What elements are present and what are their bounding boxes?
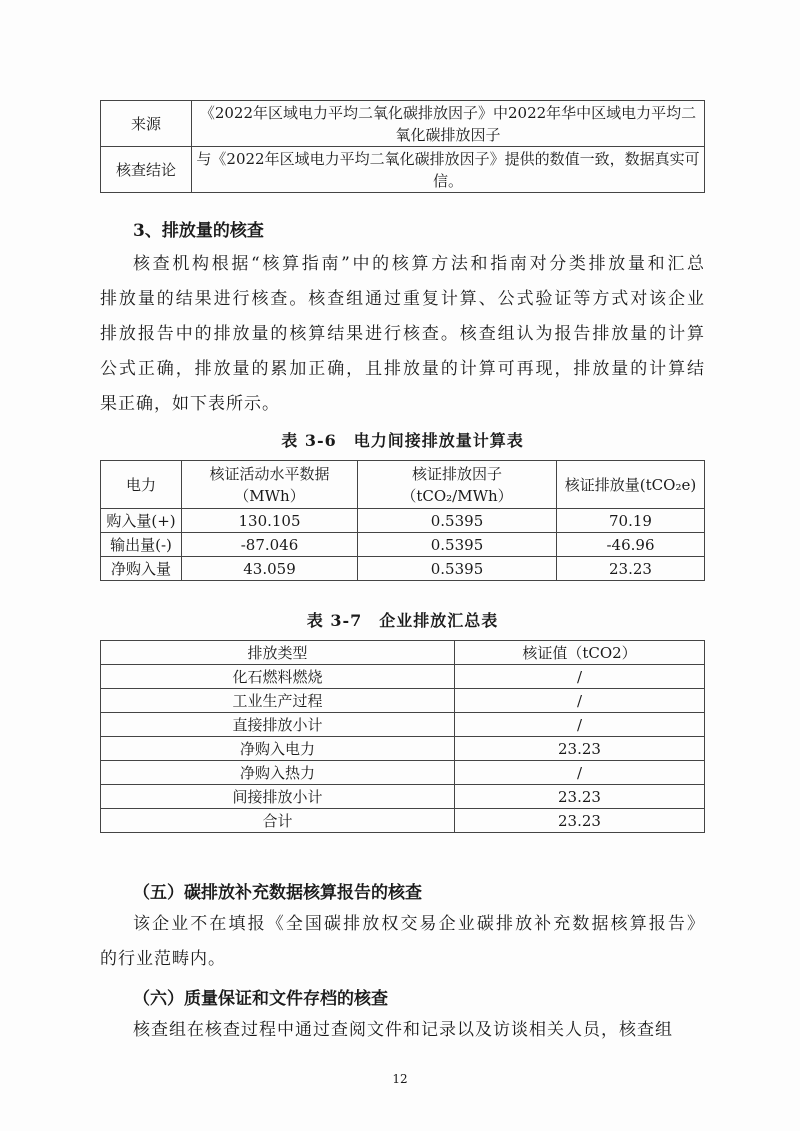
electricity-table xyxy=(100,460,705,581)
cell: 与《2022年区域电力平均二氧化碳排放因子》提供的数值一致，数据真实可信。 xyxy=(192,147,705,193)
table-row xyxy=(101,785,705,809)
cell: / xyxy=(455,689,705,713)
cell: 输出量(-) xyxy=(101,533,182,557)
table-row xyxy=(101,509,705,533)
header-cell: 核证排放量(tCO₂e) xyxy=(557,461,705,509)
cell: 工业生产过程 xyxy=(101,689,455,713)
table-row xyxy=(101,557,705,581)
header-cell: 排放类型 xyxy=(101,641,455,665)
header-cell: 电力 xyxy=(101,461,182,509)
cell: 净购入电力 xyxy=(101,737,455,761)
cell: 23.23 xyxy=(557,557,705,581)
paragraph-line: 核查机构根据“核算指南”中的核算方法和指南对分类排放量和汇总 xyxy=(133,254,705,274)
cell: 净购入量 xyxy=(101,557,182,581)
cell: / xyxy=(455,665,705,689)
cell: 合计 xyxy=(101,809,455,833)
table-row xyxy=(101,761,705,785)
cell: 0.5395 xyxy=(358,557,557,581)
cell: 《2022年区域电力平均二氧化碳排放因子》中2022年华中区域电力平均二氧化碳排放因子 xyxy=(192,101,705,147)
paragraph-line: 该企业不在填报《全国碳排放权交易企业碳排放补充数据核算报告》 xyxy=(133,914,705,934)
cell: 核查结论 xyxy=(101,147,192,193)
section-heading: （六）质量保证和文件存档的核查 xyxy=(133,989,388,1009)
cell: 43.059 xyxy=(182,557,358,581)
summary-table xyxy=(100,640,705,833)
paragraph-line: 排放量的结果进行核查。核查组通过重复计算、公式验证等方式对该企业 xyxy=(100,289,705,309)
table-row xyxy=(101,713,705,737)
cell: 23.23 xyxy=(455,809,705,833)
cell: / xyxy=(455,713,705,737)
paragraph-line: 的行业范畴内。 xyxy=(100,949,226,969)
cell: 23.23 xyxy=(455,737,705,761)
paragraph-line: 公式正确，排放量的累加正确，且排放量的计算可再现，排放量的计算结 xyxy=(100,359,705,379)
paragraph-line: 果正确，如下表所示。 xyxy=(100,394,280,414)
cell: 23.23 xyxy=(455,785,705,809)
cell: -87.046 xyxy=(182,533,358,557)
cell: 来源 xyxy=(101,101,192,147)
table-row xyxy=(101,533,705,557)
cell: / xyxy=(455,761,705,785)
cell: 净购入热力 xyxy=(101,761,455,785)
table-row xyxy=(101,689,705,713)
paragraph-line: 排放报告中的排放量的核算结果进行核查。核查组认为报告排放量的计算 xyxy=(100,324,705,344)
cell: 化石燃料燃烧 xyxy=(101,665,455,689)
table-caption: 表 3-7 企业排放汇总表 xyxy=(306,611,499,630)
section-heading: （五）碳排放补充数据核算报告的核查 xyxy=(133,883,422,903)
cell: 130.105 xyxy=(182,509,358,533)
source-table xyxy=(100,100,705,193)
cell: 间接排放小计 xyxy=(101,785,455,809)
cell: 70.19 xyxy=(557,509,705,533)
page-number: 12 xyxy=(392,1072,408,1086)
cell: 购入量(+) xyxy=(101,509,182,533)
section-heading: 3、排放量的核查 xyxy=(133,221,264,241)
cell: -46.96 xyxy=(557,533,705,557)
header-cell: 核证活动水平数据（MWh） xyxy=(182,461,358,509)
header-cell: 核证排放因子（tCO₂/MWh） xyxy=(358,461,557,509)
table-row xyxy=(101,665,705,689)
paragraph-line: 核查组在核查过程中通过查阅文件和记录以及访谈相关人员，核查组 xyxy=(133,1020,673,1040)
header-cell: 核证值（tCO2） xyxy=(455,641,705,665)
table-caption: 表 3-6 电力间接排放量计算表 xyxy=(281,431,524,450)
table-row xyxy=(101,809,705,833)
cell: 0.5395 xyxy=(358,509,557,533)
cell: 直接排放小计 xyxy=(101,713,455,737)
cell: 0.5395 xyxy=(358,533,557,557)
table-row xyxy=(101,737,705,761)
